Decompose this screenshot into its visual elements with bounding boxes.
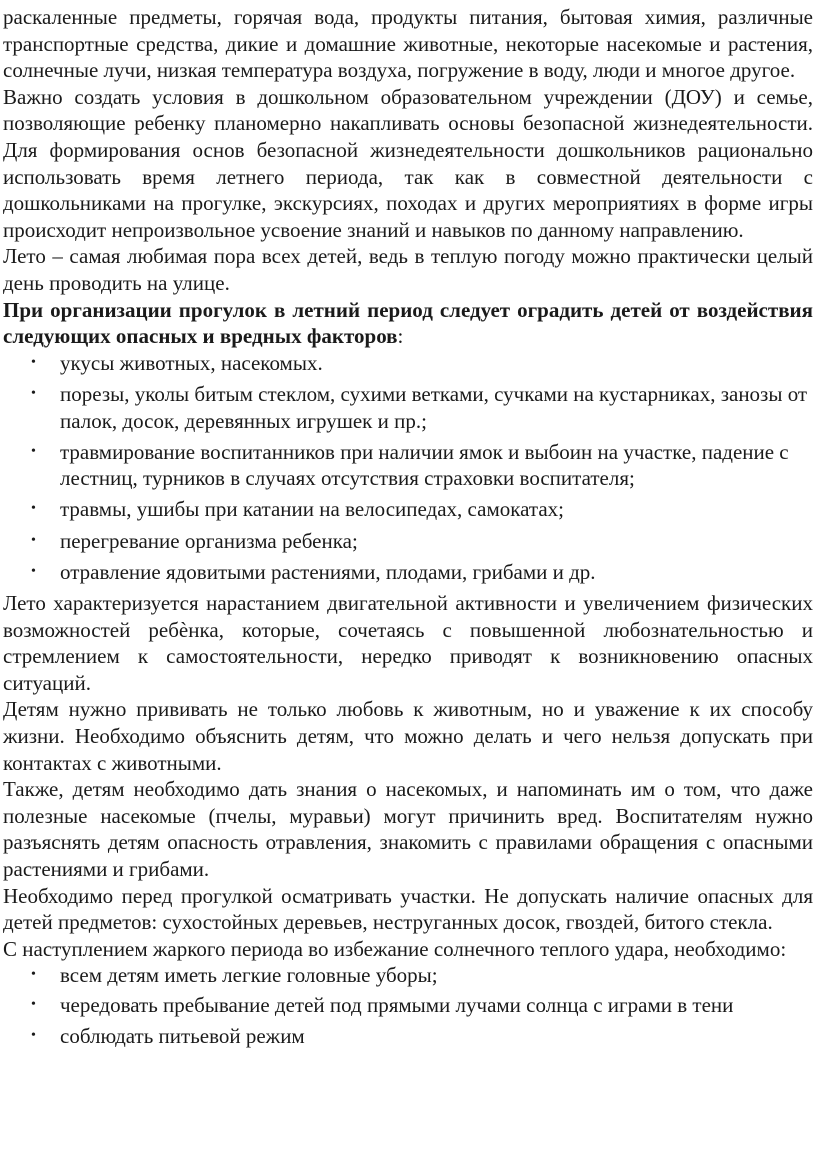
bullet-icon: • xyxy=(31,997,36,1013)
list-item xyxy=(3,962,813,989)
bullet-icon: • xyxy=(31,443,36,459)
paragraph-heat-period: С наступлением жаркого периода во избежание солнечного теплого удара, необходимо: xyxy=(3,936,787,961)
hazard-list xyxy=(3,350,813,586)
list-item xyxy=(3,1023,813,1050)
bullet-icon: • xyxy=(31,1027,36,1043)
paragraph-hazard-sources: раскаленные предметы, горячая вода, продукты питания, бытовая химия, различные транспортные средства, дикие и домашние животные, некоторые насекомые и растения, солнечные лучи, низкая температура воздуха, погружение в воду, люди и многое другое. xyxy=(3,5,813,83)
list-item xyxy=(3,559,813,586)
list-item-text: укусы животных, насекомых. xyxy=(60,350,323,375)
bullet-icon: • xyxy=(31,532,36,548)
list-item-text: порезы, уколы битым стеклом, сухими ветками, сучками на кустарниках, занозы от палок, досок, деревянных игрушек и пр.; xyxy=(60,381,808,433)
list-item xyxy=(3,439,813,492)
hazard-heading-text: При организации прогулок в летний период следует оградить детей от воздействия следующих опасных и вредных факторов xyxy=(3,297,813,349)
list-item-text: травмы, ушибы при катании на велосипедах, самокатах; xyxy=(60,497,564,522)
list-item-text: отравление ядовитыми растениями, плодами, грибами и др. xyxy=(60,559,596,584)
bullet-icon: • xyxy=(31,385,36,401)
paragraph-summer-activity: Лето характеризуется нарастанием двигательной активности и увеличением физических возможностей ребѐнка, которые, сочетаясь с повышенной любознательностью и стремлением к самостоятельности, нередко приводят к возникновению опасных ситуаций. xyxy=(3,591,813,695)
bullet-icon: • xyxy=(31,967,36,983)
paragraph-summer-favorite: Лето – самая любимая пора всех детей, ведь в теплую погоду можно практически целый день проводить на улице. xyxy=(3,244,813,295)
hazard-heading xyxy=(3,297,813,350)
list-item-text: перегревание организма ребенка; xyxy=(60,528,358,553)
list-item xyxy=(3,992,813,1019)
list-item xyxy=(3,528,813,555)
list-item xyxy=(3,350,813,377)
paragraph-insects: Также, детям необходимо дать знания о насекомых, и напоминать им о том, что даже полезные насекомые (пчелы, муравьи) могут причинить вред. Воспитателям нужно разъяснять детям опасность отравления, знакомить с правилами обращения с опасными растениями и грибами. xyxy=(3,777,813,881)
list-item xyxy=(3,496,813,523)
list-item xyxy=(3,381,813,434)
list-item-text: чередовать пребывание детей под прямыми лучами солнца с играми в тени xyxy=(60,993,734,1018)
hazard-heading-colon: : xyxy=(397,324,404,349)
bullet-icon: • xyxy=(31,354,36,370)
paragraph-animals: Детям нужно прививать не только любовь к животным, но и уважение к их способу жизни. Необходимо объяснить детям, что можно делать и чего нельзя допускать при контактах с животными. xyxy=(3,697,813,775)
heat-measures-list xyxy=(3,962,813,1049)
paragraph-safety-conditions: Важно создать условия в дошкольном образовательном учреждении (ДОУ) и семье, позволяющие ребенку планомерно накапливать основы безопасной жизнедеятельности. Для формирования основ безопасной жизнедеятельности дошкольников рационально использовать время летнего периода, так как в совместной деятельности с дошкольниками на прогулке, экскурсиях, походах и других мероприятиях в форме игры происходит непроизвольное усвоение знаний и навыков по данному направлению. xyxy=(3,84,813,242)
bullet-icon: • xyxy=(31,563,36,579)
paragraph-site-inspection: Необходимо перед прогулкой осматривать участки. Не допускать наличие опасных для детей предметов: сухостойных деревьев, неструганных досок, гвоздей, битого стекла. xyxy=(3,883,813,935)
list-item-text: всем детям иметь легкие головные уборы; xyxy=(60,963,438,988)
bullet-icon: • xyxy=(31,501,36,517)
list-item-text: травмирование воспитанников при наличии ямок и выбоин на участке, падение с лестниц, турников в случаях отсутствия страховки воспитателя; xyxy=(60,439,789,491)
list-item-text: соблюдать питьевой режим xyxy=(60,1023,305,1048)
